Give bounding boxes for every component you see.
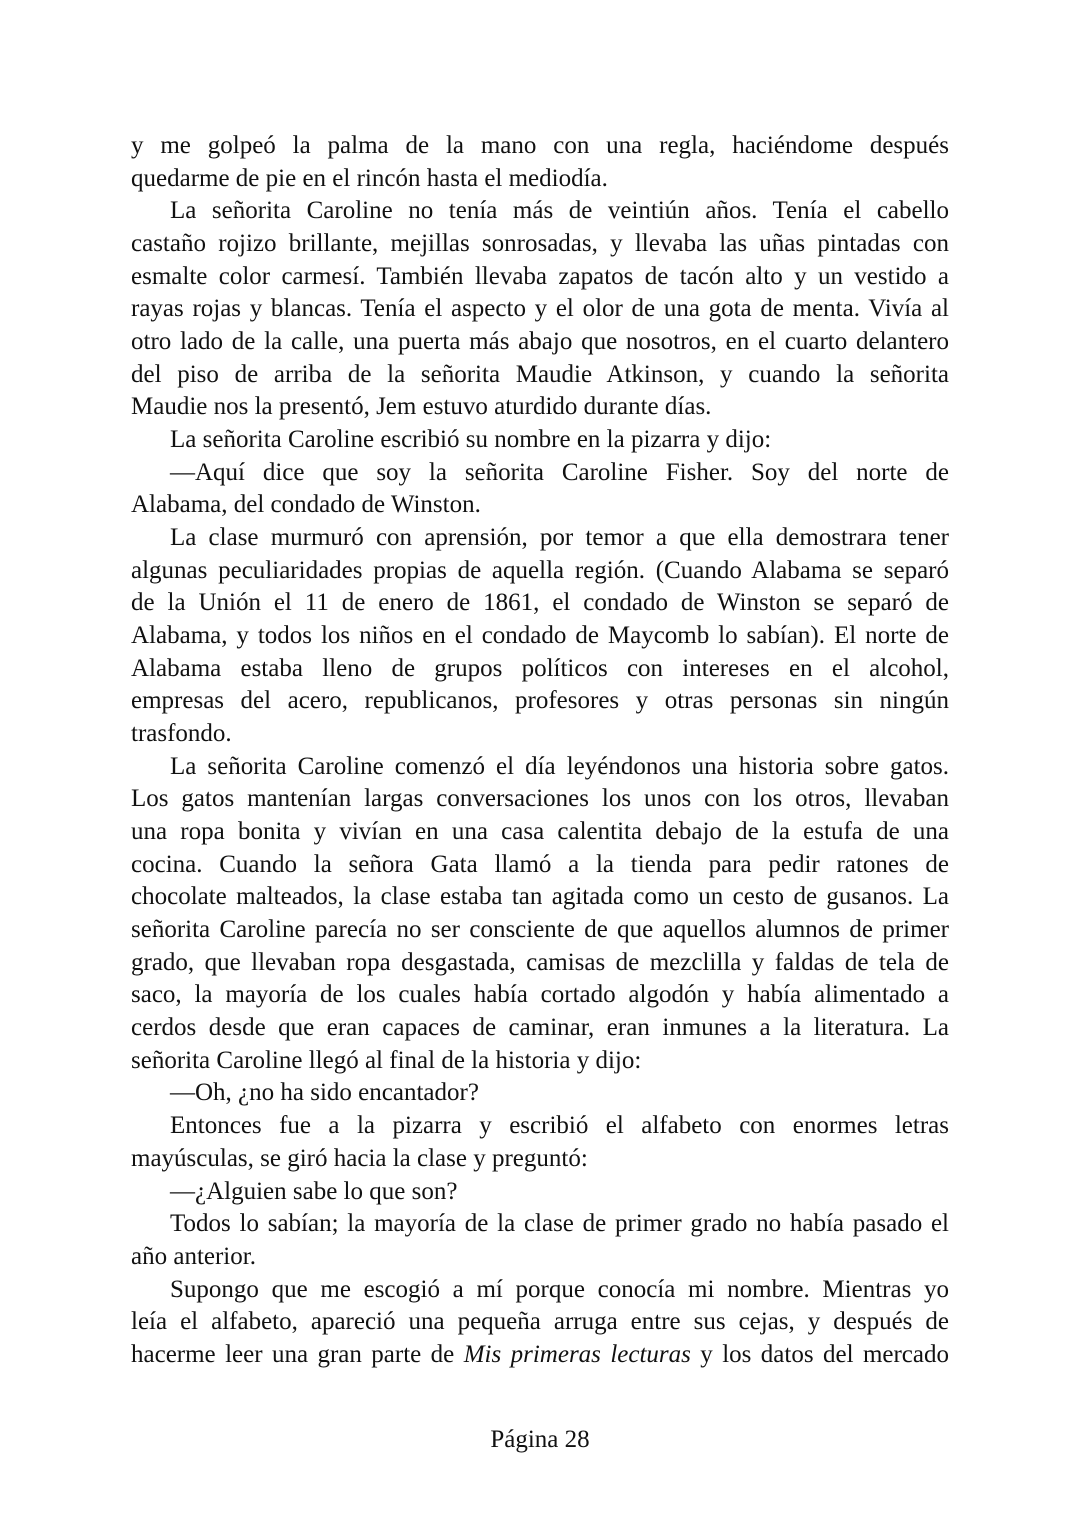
text-segment: hacerme leer una gran parte de — [131, 1340, 464, 1368]
paragraph — [131, 424, 949, 457]
text-line: castaño rojizo brillante, mejillas sonrosadas, y llevaba las uñas pintadas con — [131, 230, 949, 258]
text-line: Alabama, y todos los niños en el condado de Maycomb lo sabían). El norte de — [131, 622, 949, 650]
text-line: —Aquí dice que soy la señorita Caroline Fisher. Soy del norte de — [170, 458, 949, 486]
paragraph — [131, 130, 949, 195]
text-line: de la Unión el 11 de enero de 1861, el condado de Winston se separó de — [131, 589, 949, 617]
text-line: quedarme de pie en el rincón hasta el mediodía. — [131, 164, 608, 192]
page-number: Página 28 — [490, 1426, 590, 1453]
text-line: grado, que llevaban ropa desgastada, camisas de mezclilla y faldas de tela de — [131, 948, 949, 976]
text-line: del piso de arriba de la señorita Maudie Atkinson, y cuando la señorita — [131, 360, 949, 388]
text-line: Supongo que me escogió a mí porque conocía mi nombre. Mientras yo — [170, 1275, 949, 1303]
text-line: leía el alfabeto, apareció una pequeña arruga entre sus cejas, y después de — [131, 1308, 949, 1336]
paragraph — [131, 1077, 949, 1110]
paragraph — [131, 457, 949, 522]
text-line: y me golpeó la palma de la mano con una regla, haciéndome después — [131, 132, 949, 159]
body-text — [131, 130, 949, 1372]
text-line: chocolate malteados, la clase estaba tan agitada como un cesto de gusanos. La — [131, 883, 949, 911]
paragraph — [131, 195, 949, 424]
text-line: una ropa bonita y vivían en una casa calentita debajo de la estufa de una — [131, 818, 949, 846]
text-line: saco, la mayoría de los cuales había cortado algodón y había alimentado a — [131, 981, 949, 1009]
text-line: —Oh, ¿no ha sido encantador? — [170, 1079, 479, 1107]
text-line: Alabama estaba lleno de grupos políticos con intereses en el alcohol, — [131, 654, 949, 682]
paragraph — [131, 1208, 949, 1273]
text-line: Todos lo sabían; la mayoría de la clase de primer grado no había pasado el — [170, 1210, 949, 1238]
text-line: año anterior. — [131, 1242, 256, 1270]
text-line: cocina. Cuando la señora Gata llamó a la tienda para pedir ratones de — [131, 850, 949, 878]
text-line: Alabama, del condado de Winston. — [131, 491, 481, 519]
text-segment: y los datos del mercado — [690, 1340, 950, 1368]
text-line: Entonces fue a la pizarra y escribió el alfabeto con enormes letras — [170, 1112, 949, 1140]
text-line: empresas del acero, republicanos, profesores y otras personas sin ningún — [131, 687, 949, 715]
text-line: algunas peculiaridades propias de aquella región. (Cuando Alabama se separó — [131, 556, 949, 584]
text-line: Maudie nos la presentó, Jem estuvo aturdido durante días. — [131, 393, 712, 421]
text-line: esmalte color carmesí. También llevaba zapatos de tacón alto y un vestido a — [131, 262, 949, 290]
paragraph — [131, 1274, 949, 1372]
text-line — [131, 1339, 949, 1372]
paragraph — [131, 1176, 949, 1209]
text-line: trasfondo. — [131, 720, 232, 748]
text-line: La señorita Caroline no tenía más de veintiún años. Tenía el cabello — [170, 197, 949, 225]
text-line: mayúsculas, se giró hacia la clase y preguntó: — [131, 1144, 588, 1172]
text-line: La señorita Caroline comenzó el día leyéndonos una historia sobre gatos. — [170, 752, 949, 780]
paragraph — [131, 522, 949, 751]
italic-title: Mis primeras lecturas — [463, 1340, 691, 1368]
paragraph — [131, 751, 949, 1078]
text-line: otro lado de la calle, una puerta más abajo que nosotros, en el cuarto delantero — [131, 328, 949, 356]
text-line: La clase murmuró con aprensión, por temor a que ella demostrara tener — [170, 524, 949, 552]
text-line: rayas rojas y blancas. Tenía el aspecto y el olor de una gota de menta. Vivía al — [131, 295, 949, 323]
text-line: La señorita Caroline escribió su nombre en la pizarra y dijo: — [170, 426, 772, 454]
text-line: señorita Caroline llegó al final de la historia y dijo: — [131, 1046, 642, 1074]
text-line: Los gatos mantenían largas conversaciones los unos con los otros, llevaban — [131, 785, 949, 813]
text-line: —¿Alguien sabe lo que son? — [170, 1177, 458, 1205]
paragraph — [131, 1110, 949, 1175]
text-line: cerdos desde que eran capaces de caminar, eran inmunes a la literatura. La — [131, 1014, 949, 1042]
text-line: señorita Caroline parecía no ser consciente de que aquellos alumnos de primer — [131, 916, 949, 944]
